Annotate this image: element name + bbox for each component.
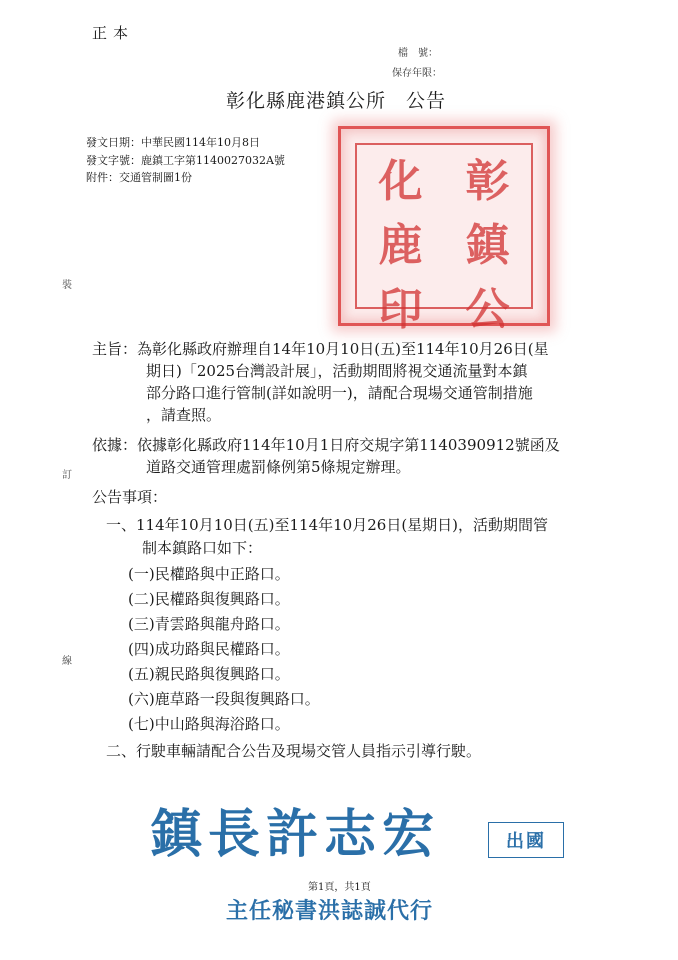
basis-line: 依據：依據彰化縣政府114年10月1日府交規字第1140390912號函及 [92, 436, 560, 454]
page-number: 第1頁，共1頁 [308, 882, 371, 893]
issue-attachment: 附件：交通管制圖1份 [86, 171, 192, 184]
file-number-label: 檔 號： [398, 48, 438, 59]
deputy-signature: 主任秘書洪誌誠代行 [226, 898, 434, 924]
seal-char: 印 [378, 284, 423, 335]
binding-mark: 訂 [62, 470, 72, 481]
abroad-chop: 出國 [488, 822, 564, 858]
notice-item-1: 制本鎮路口如下： [142, 539, 263, 557]
seal-char: 鎮 [465, 220, 510, 271]
intersection-item: (六)鹿草路一段與復興路口。 [128, 690, 320, 708]
seal-char: 公 [465, 284, 510, 335]
notice-item-2: 二、行駛車輛請配合公告及現場交管人員指示引導行駛。 [106, 742, 482, 760]
binding-mark: 裝 [62, 280, 72, 291]
intersection-item: (三)青雲路與龍舟路口。 [128, 615, 290, 633]
retention-label: 保存年限： [392, 68, 442, 79]
basis-line: 道路交通管理處罰條例第5條規定辦理。 [146, 458, 411, 476]
intersection-item: (一)民權路與中正路口。 [128, 565, 290, 583]
mayor-signature: 鎮長許志宏 [150, 804, 441, 865]
subject-line: 部分路口進行管制(詳如說明一)，請配合現場交通管制措施 [146, 384, 533, 402]
binding-mark: 線 [62, 656, 72, 667]
subject-line: 主旨：為彰化縣政府辦理自14年10月10日(五)至114年10月26日(星 [92, 340, 549, 358]
subject-line: 期日)「2025台灣設計展」，活動期間將視交通流量對本鎮 [146, 362, 528, 380]
issue-date: 發文日期：中華民國114年10月8日 [86, 136, 260, 149]
subject-line: ，請查照。 [146, 406, 222, 424]
notice-heading: 公告事項： [92, 488, 168, 506]
seal-char: 鹿 [378, 220, 423, 271]
notice-item-1: 一、114年10月10日(五)至114年10月26日(星期日)，活動期間管 [106, 516, 549, 534]
seal-char: 彰 [465, 156, 510, 207]
seal-char: 化 [378, 156, 423, 207]
copy-mark: 正本 [92, 24, 135, 42]
intersection-item: (二)民權路與復興路口。 [128, 590, 290, 608]
intersection-item: (四)成功路與民權路口。 [128, 640, 290, 658]
intersection-item: (七)中山路與海浴路口。 [128, 715, 290, 733]
issue-doc-number: 發文字號：鹿鎮工字第1140027032A號 [86, 154, 285, 167]
intersection-item: (五)親民路與復興路口。 [128, 665, 290, 683]
official-seal [338, 126, 550, 335]
document-title: 彰化縣鹿港鎮公所 公告 [226, 90, 447, 112]
